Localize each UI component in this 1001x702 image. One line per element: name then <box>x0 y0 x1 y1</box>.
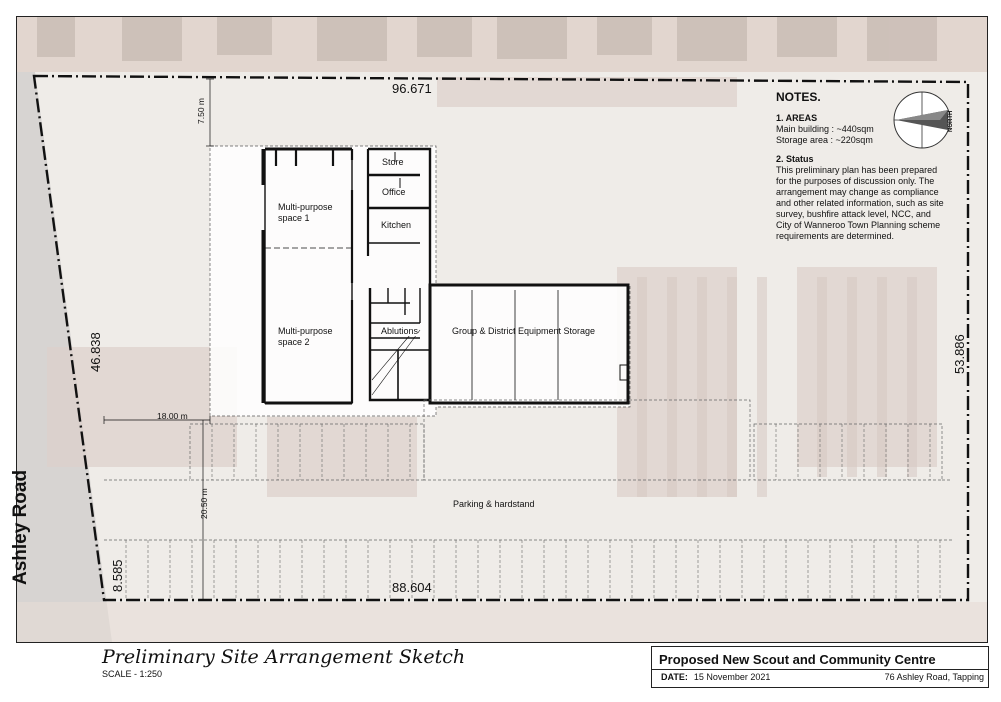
room-multipurpose-1 <box>278 202 333 224</box>
dimension-top: 96.671 <box>392 81 432 96</box>
dimension-parking-depth: 20.50 m <box>199 488 209 519</box>
notes-status-text: This preliminary plan has been prepared for the purposes of discussion only. The arrangement may change as compliance and other related information, such as site survey, bushfire attack level, NCC, and City of Wanneroo Town Planning scheme requirements are determined. <box>776 165 944 241</box>
title-block <box>651 646 989 688</box>
room-kitchen: Kitchen <box>381 220 412 230</box>
date-label: DATE: <box>661 672 688 682</box>
dimension-left: 46.838 <box>88 332 103 372</box>
dimension-setback-top: 7.50 m <box>196 98 206 124</box>
building-footprint <box>210 146 630 416</box>
notes-status-heading: 2. Status <box>776 154 814 164</box>
north-label: NORTH <box>948 110 954 132</box>
road-label: Ashley Road <box>10 469 31 585</box>
notes-heading: NOTES. <box>776 90 821 104</box>
room-equipment-storage: Group & District Equipment Storage <box>452 326 596 336</box>
parking-area-label: Parking & hardstand <box>453 499 535 509</box>
room-office: Office <box>382 187 406 197</box>
scale-label: SCALE - 1:250 <box>102 669 163 679</box>
room-multipurpose-2 <box>278 326 333 348</box>
room-store: Store <box>382 157 404 167</box>
project-title: Proposed New Scout and Community Centre <box>659 652 936 667</box>
date-value: 15 November 2021 <box>693 672 771 682</box>
notes-storage-area: Storage area : ~220sqm <box>776 135 873 145</box>
room-ablutions: Ablutions <box>381 326 419 336</box>
room-multipurpose-2-line1: Multi-purpose <box>278 326 333 336</box>
room-multipurpose-1-line1: Multi-purpose <box>278 202 333 212</box>
date-row <box>661 672 770 682</box>
sketch-title: Preliminary Site Arrangement Sketch <box>102 646 466 668</box>
room-multipurpose-1-line2: space 1 <box>278 213 310 223</box>
dimension-right: 53.886 <box>952 334 967 374</box>
site-address: 76 Ashley Road, Tapping <box>884 672 984 682</box>
notes-areas-heading: 1. AREAS <box>776 113 818 123</box>
dimension-bottom-left: 8.585 <box>110 559 125 592</box>
title-block-divider <box>652 669 988 670</box>
dimension-setback-side: 18.00 m <box>157 411 188 421</box>
notes-main-building: Main building : ~440sqm <box>776 124 874 134</box>
notes-panel <box>776 92 948 242</box>
room-multipurpose-2-line2: space 2 <box>278 337 310 347</box>
dimension-bottom: 88.604 <box>392 580 432 595</box>
